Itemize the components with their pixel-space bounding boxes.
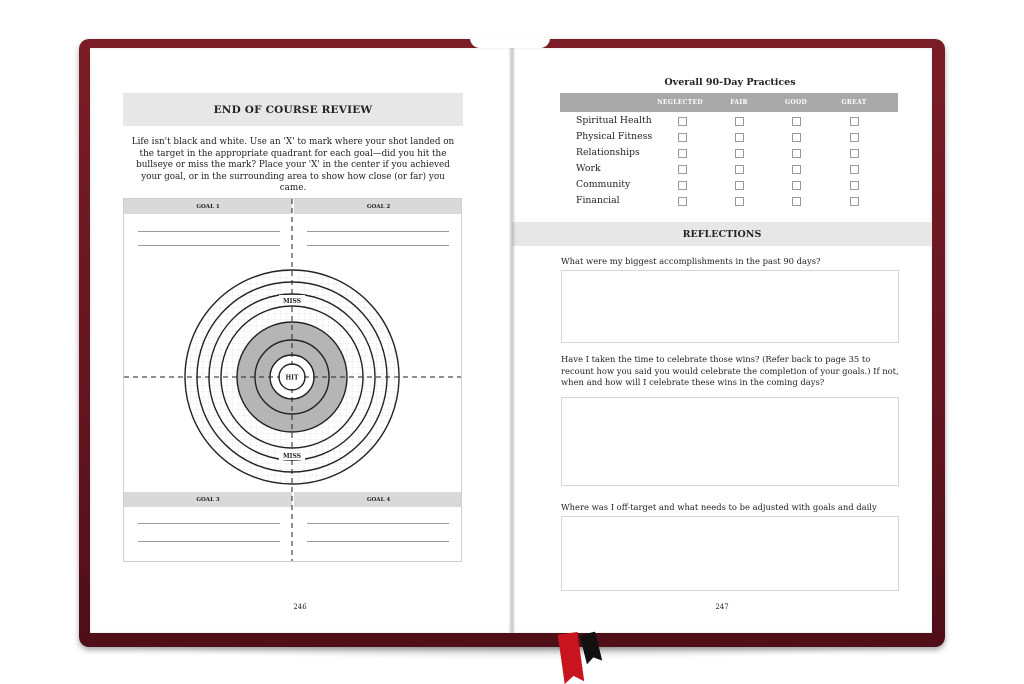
rating-checkbox-great[interactable] — [850, 149, 859, 158]
rating-checkbox-great[interactable] — [850, 133, 859, 142]
rating-checkbox-fair[interactable] — [735, 117, 744, 126]
answer-box-2[interactable] — [561, 397, 899, 486]
question-1: What were my biggest accomplishments in the past 90 days? — [561, 256, 821, 266]
rating-checkbox-fair[interactable] — [735, 133, 744, 142]
answer-box-1[interactable] — [561, 270, 899, 343]
target-panel — [123, 198, 462, 562]
left-page — [90, 48, 512, 633]
spine-notch — [470, 38, 550, 48]
miss-top-label: MISS — [283, 298, 301, 305]
rating-checkbox-neglected[interactable] — [678, 181, 687, 190]
rating-checkbox-fair[interactable] — [735, 149, 744, 158]
rating-checkbox-great[interactable] — [850, 165, 859, 174]
practice-row-label: Relationships — [576, 147, 640, 158]
practices-table-header — [560, 93, 898, 112]
goal-2-header: GOAL 2 — [294, 199, 462, 214]
page-title: END OF COURSE REVIEW — [123, 93, 463, 126]
rating-checkbox-neglected[interactable] — [678, 197, 687, 206]
goal-4-header: GOAL 4 — [294, 492, 462, 507]
rating-checkbox-neglected[interactable] — [678, 133, 687, 142]
rating-checkbox-fair[interactable] — [735, 197, 744, 206]
rating-checkbox-neglected[interactable] — [678, 165, 687, 174]
col-great: GREAT — [841, 99, 867, 106]
miss-bottom-label: MISS — [283, 453, 301, 460]
rating-checkbox-neglected[interactable] — [678, 117, 687, 126]
rating-checkbox-fair[interactable] — [735, 165, 744, 174]
col-neglected: NEGLECTED — [657, 99, 703, 106]
col-fair: FAIR — [730, 99, 748, 106]
target-diagram[interactable] — [124, 199, 462, 562]
page-number-right: 247 — [715, 603, 729, 611]
rating-checkbox-good[interactable] — [792, 181, 801, 190]
instructions-text: Life isn't black and white. Use an 'X' to mark where your shot landed on the target in the appropriate quadrant for each goal—did you hit the bullseye or miss the mark? Place your 'X' in the center if you achieved your goal, or in the surrounding area to show how close (or far) you came. — [131, 137, 455, 193]
practice-row-label: Physical Fitness — [576, 131, 653, 142]
rating-checkbox-great[interactable] — [850, 117, 859, 126]
rating-checkbox-good[interactable] — [792, 149, 801, 158]
rating-checkbox-good[interactable] — [792, 165, 801, 174]
rating-checkbox-good[interactable] — [792, 197, 801, 206]
hit-label: HIT — [285, 374, 299, 382]
rating-checkbox-great[interactable] — [850, 197, 859, 206]
right-page — [512, 48, 932, 633]
rating-checkbox-neglected[interactable] — [678, 149, 687, 158]
page-number-left: 246 — [293, 603, 307, 611]
answer-box-3[interactable] — [561, 516, 899, 591]
practice-row-label: Work — [576, 163, 601, 174]
goal-3-header: GOAL 3 — [124, 492, 292, 507]
book-gutter — [508, 48, 516, 633]
goal-1-header: GOAL 1 — [124, 199, 292, 214]
rating-checkbox-good[interactable] — [792, 117, 801, 126]
practices-title: Overall 90-Day Practices — [664, 77, 796, 88]
rating-checkbox-good[interactable] — [792, 133, 801, 142]
reflections-header: REFLECTIONS — [512, 222, 932, 246]
question-2: Have I taken the time to celebrate those wins? (Refer back to page 35 to recount how you said you would celebrate the completion of your goals.) If not, when and how will I celebrate these wins in the coming days? — [561, 354, 899, 387]
rating-checkbox-fair[interactable] — [735, 181, 744, 190]
practice-row-label: Spiritual Health — [576, 115, 652, 126]
practice-row-label: Financial — [576, 195, 620, 206]
question-3: Where was I off-target and what needs to be adjusted with goals and daily — [561, 502, 877, 512]
col-good: GOOD — [785, 99, 807, 106]
rating-checkbox-great[interactable] — [850, 181, 859, 190]
practice-row-label: Community — [576, 179, 631, 190]
